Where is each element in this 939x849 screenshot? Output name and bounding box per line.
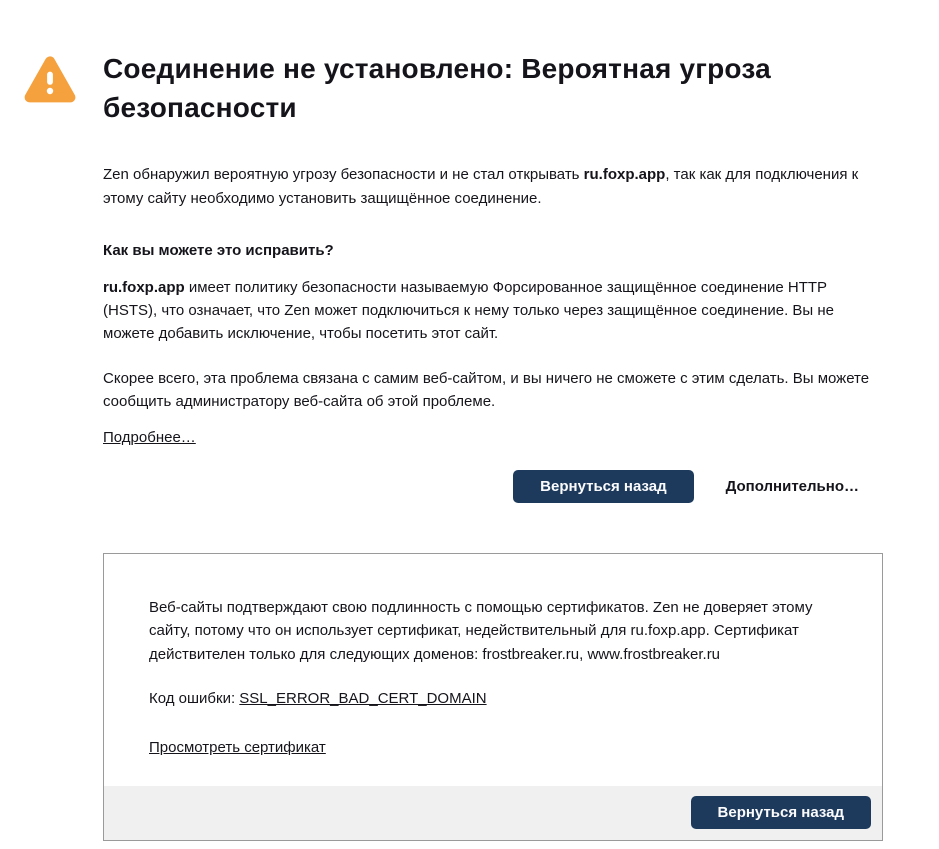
- hsts-text: [103, 276, 873, 346]
- advanced-panel-body: [104, 554, 882, 784]
- advanced-panel-footer: [104, 786, 882, 840]
- panel-go-back-button[interactable]: Вернуться назад: [691, 796, 871, 829]
- intro-hostname: ru.foxp.app: [583, 166, 666, 184]
- intro-text: [103, 163, 873, 210]
- advanced-button[interactable]: Дополнительно…: [702, 470, 883, 503]
- action-button-row: [103, 470, 883, 503]
- intro-text-before: Zen обнаружил вероятную угрозу безопасности и не стал открывать: [103, 166, 584, 184]
- error-code-label: Код ошибки:: [149, 689, 240, 707]
- certificate-description: Веб-сайты подтверждают свою подлинность с помощью сертификатов. Zen не доверяет этому сайту, потому что он использует сертификат, недействительный для ru.foxp.app. Сертификат действителен только для следующих доменов: frostbreaker.ru, www.frostbreaker.ru: [149, 599, 813, 663]
- report-text: Скорее всего, эта проблема связана с самим веб-сайтом, и вы ничего не сможете с этим сделать. Вы можете сообщить администратору веб-сайта об этой проблеме.: [103, 369, 870, 410]
- error-code-line: [149, 690, 837, 707]
- error-code-link[interactable]: SSL_ERROR_BAD_CERT_DOMAIN: [239, 689, 487, 707]
- warning-triangle-icon: [24, 55, 76, 105]
- view-certificate-link[interactable]: Просмотреть сертификат: [149, 738, 326, 756]
- advanced-panel: [103, 553, 883, 841]
- intro-text-after: , так как для подключения к этому сайту необходимо установить защищённое соединение.: [103, 166, 859, 207]
- error-content: [103, 0, 883, 841]
- page-title: Соединение не установлено: Вероятная угроза безопасности: [103, 53, 771, 123]
- hsts-hostname: ru.foxp.app: [103, 278, 185, 296]
- go-back-button[interactable]: Вернуться назад: [513, 470, 693, 503]
- learn-more-link[interactable]: Подробнее…: [103, 429, 196, 446]
- hsts-text-after: имеет политику безопасности называемую Форсированное защищённое соединение HTTP (HSTS), что означает, что Zen может подключиться к нему только через защищённое соединение. Вы не можете добавить исключение, чтобы посетить этот сайт.: [103, 278, 834, 343]
- fix-heading: Как вы можете это исправить?: [103, 241, 334, 259]
